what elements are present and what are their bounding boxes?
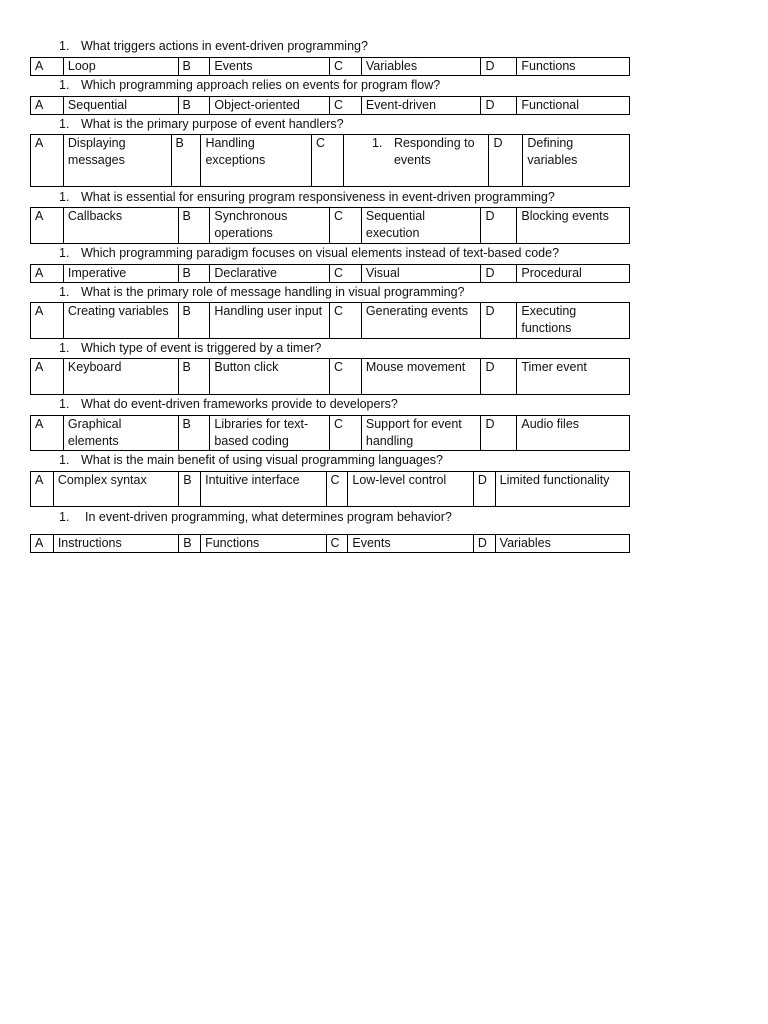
option-a-cell[interactable]	[63, 303, 178, 338]
option-list-number: 1.	[371, 136, 383, 150]
question-text: Which programming paradigm focuses on visual elements instead of text-based code?	[81, 246, 560, 260]
question-text: Which type of event is triggered by a timer?	[81, 341, 322, 355]
option-letter: A	[35, 209, 44, 223]
option-text: Variables	[365, 59, 418, 73]
option-letter: A	[35, 304, 44, 318]
option-text: Keyboard	[67, 360, 122, 374]
option-text: Visual	[365, 266, 400, 280]
question-8	[59, 395, 659, 413]
option-a-cell[interactable]	[63, 135, 171, 186]
option-letter: A	[35, 360, 44, 374]
option-letter: D	[480, 58, 516, 75]
question-number: 1.	[59, 78, 70, 92]
options-table-5	[30, 264, 630, 283]
option-b-cell[interactable]	[209, 58, 329, 75]
option-d-cell[interactable]	[495, 472, 629, 506]
option-letter: C	[329, 265, 361, 282]
option-text: Low-level control	[352, 473, 447, 487]
question-1	[59, 37, 659, 55]
option-letter: C	[329, 359, 361, 394]
option-a-cell[interactable]	[53, 472, 178, 506]
option-d-cell[interactable]	[495, 535, 629, 552]
option-c-cell[interactable]	[361, 97, 481, 114]
option-letter: B	[178, 535, 200, 552]
option-text: Displaying messages	[67, 136, 126, 167]
option-letter: C	[329, 416, 361, 450]
question-5	[59, 244, 659, 262]
option-text: Functions	[521, 59, 576, 73]
options-table-3	[30, 134, 630, 187]
option-letter: A	[35, 266, 44, 280]
option-letter: C	[326, 535, 348, 552]
option-c-cell[interactable]	[343, 135, 489, 186]
option-text: Timer event	[521, 360, 587, 374]
option-c-cell[interactable]	[361, 416, 481, 450]
option-a-cell[interactable]	[63, 97, 178, 114]
option-text: Callbacks	[67, 209, 123, 223]
option-a-cell[interactable]	[63, 359, 178, 394]
option-letter: A	[35, 98, 44, 112]
option-letter: B	[178, 359, 210, 394]
option-c-cell[interactable]	[347, 535, 472, 552]
question-text: What triggers actions in event-driven programming?	[81, 39, 368, 53]
question-number: 1.	[59, 246, 70, 260]
option-d-cell[interactable]	[516, 58, 629, 75]
option-letter: B	[178, 472, 200, 506]
question-10	[59, 508, 659, 526]
option-c-cell[interactable]	[361, 58, 481, 75]
option-text: Button click	[214, 360, 279, 374]
question-number: 1.	[59, 510, 70, 524]
option-b-cell[interactable]	[209, 97, 329, 114]
option-letter: B	[178, 416, 210, 450]
option-b-cell[interactable]	[200, 535, 325, 552]
option-a-cell[interactable]	[63, 265, 178, 282]
question-number: 1.	[59, 397, 70, 411]
option-d-cell[interactable]	[516, 265, 629, 282]
option-a-cell[interactable]	[63, 208, 178, 243]
option-text: Procedural	[521, 266, 582, 280]
option-text: Loop	[67, 59, 96, 73]
option-d-cell[interactable]	[516, 208, 629, 243]
option-a-cell[interactable]	[63, 58, 178, 75]
options-table-2	[30, 96, 630, 115]
question-text: In event-driven programming, what determines program behavior?	[85, 510, 452, 524]
option-letter: D	[480, 265, 516, 282]
option-letter: C	[329, 208, 361, 243]
option-b-cell[interactable]	[200, 472, 325, 506]
question-number: 1.	[59, 341, 70, 355]
option-text: Support for event handling	[365, 417, 462, 448]
option-b-cell[interactable]	[209, 265, 329, 282]
question-9	[59, 451, 659, 469]
option-letter: C	[329, 303, 361, 338]
question-number: 1.	[59, 285, 70, 299]
option-text: Object-oriented	[214, 98, 300, 112]
option-text: Mouse movement	[365, 360, 466, 374]
option-letter: D	[480, 303, 516, 338]
option-text: Executing functions	[521, 304, 577, 335]
option-d-cell[interactable]	[522, 135, 629, 186]
options-table-1	[30, 57, 630, 76]
option-letter: C	[329, 97, 361, 114]
option-letter: B	[178, 303, 210, 338]
option-letter: B	[178, 208, 210, 243]
option-letter: A	[35, 473, 44, 487]
option-letter: B	[171, 135, 201, 186]
option-c-cell[interactable]	[347, 472, 472, 506]
option-text: Defining variables	[527, 136, 578, 167]
question-4	[59, 188, 659, 206]
option-text: Graphical elements	[67, 417, 122, 448]
options-table-6	[30, 302, 630, 339]
option-letter: A	[35, 417, 44, 431]
question-number: 1.	[59, 453, 70, 467]
option-c-cell[interactable]	[361, 303, 481, 338]
question-number: 1.	[59, 190, 70, 204]
option-text: Blocking events	[521, 209, 609, 223]
option-b-cell[interactable]	[209, 359, 329, 394]
option-d-cell[interactable]	[516, 359, 629, 394]
option-letter: C	[329, 58, 361, 75]
option-text: Intuitive interface	[205, 473, 300, 487]
option-letter: A	[35, 59, 44, 73]
option-text: Events	[214, 59, 253, 73]
question-text: Which programming approach relies on events for program flow?	[81, 78, 441, 92]
option-text: Synchronous operations	[214, 209, 288, 240]
option-text: Sequential execution	[365, 209, 425, 240]
option-letter: A	[35, 536, 44, 550]
option-letter: D	[488, 135, 522, 186]
option-d-cell[interactable]	[516, 97, 629, 114]
option-text: Event-driven	[365, 98, 437, 112]
option-text: Imperative	[67, 266, 127, 280]
option-b-cell[interactable]	[209, 416, 329, 450]
question-number: 1.	[59, 117, 70, 131]
options-table-4	[30, 207, 630, 244]
option-text: Complex syntax	[57, 473, 147, 487]
option-text: Audio files	[521, 417, 580, 431]
option-c-cell[interactable]	[361, 265, 481, 282]
option-text: Creating variables	[67, 304, 169, 318]
option-b-cell[interactable]	[209, 303, 329, 338]
option-letter: D	[480, 97, 516, 114]
option-text: Responding to events	[393, 136, 475, 167]
option-text: Handling exceptions	[205, 136, 266, 167]
option-letter: D	[480, 359, 516, 394]
question-text: What is the primary purpose of event handlers?	[81, 117, 344, 131]
option-text: Sequential	[67, 98, 127, 112]
option-letter: D	[480, 416, 516, 450]
option-text: Libraries for text-based coding	[214, 417, 309, 448]
option-d-cell[interactable]	[516, 416, 629, 450]
option-letter: B	[178, 97, 210, 114]
question-2	[59, 76, 659, 94]
question-text: What do event-driven frameworks provide to developers?	[81, 397, 398, 411]
option-letter: B	[178, 58, 210, 75]
option-a-cell[interactable]	[63, 416, 178, 450]
question-text: What is the main benefit of using visual programming languages?	[81, 453, 444, 467]
options-table-8	[30, 415, 630, 451]
option-text: Functional	[521, 98, 580, 112]
option-b-cell[interactable]	[209, 208, 329, 243]
options-table-7	[30, 358, 630, 395]
option-a-cell[interactable]	[53, 535, 178, 552]
question-text: What is essential for ensuring program responsiveness in event-driven programming?	[81, 190, 555, 204]
option-letter: D	[473, 472, 495, 506]
option-b-cell[interactable]	[200, 135, 311, 186]
option-letter: C	[326, 472, 348, 506]
option-letter: D	[473, 535, 495, 552]
options-table-9	[30, 471, 630, 507]
question-7	[59, 339, 659, 357]
option-text: Variables	[499, 536, 551, 550]
question-6	[59, 283, 659, 301]
option-text: Functions	[205, 536, 260, 550]
option-letter: B	[178, 265, 210, 282]
question-3	[59, 115, 659, 133]
question-text: What is the primary role of message handling in visual programming?	[81, 285, 465, 299]
option-text: Limited functionality	[499, 473, 610, 487]
option-c-cell[interactable]	[361, 208, 481, 243]
question-number: 1.	[59, 39, 70, 53]
option-text: Events	[352, 536, 391, 550]
option-letter: C	[311, 135, 343, 186]
option-text: Handling user input	[214, 304, 323, 318]
options-table-10	[30, 534, 630, 553]
option-text: Declarative	[214, 266, 277, 280]
option-text: Generating events	[365, 304, 469, 318]
option-text: Instructions	[57, 536, 122, 550]
option-c-cell[interactable]	[361, 359, 481, 394]
option-letter: A	[35, 136, 44, 150]
option-letter: D	[480, 208, 516, 243]
option-d-cell[interactable]	[516, 303, 629, 338]
